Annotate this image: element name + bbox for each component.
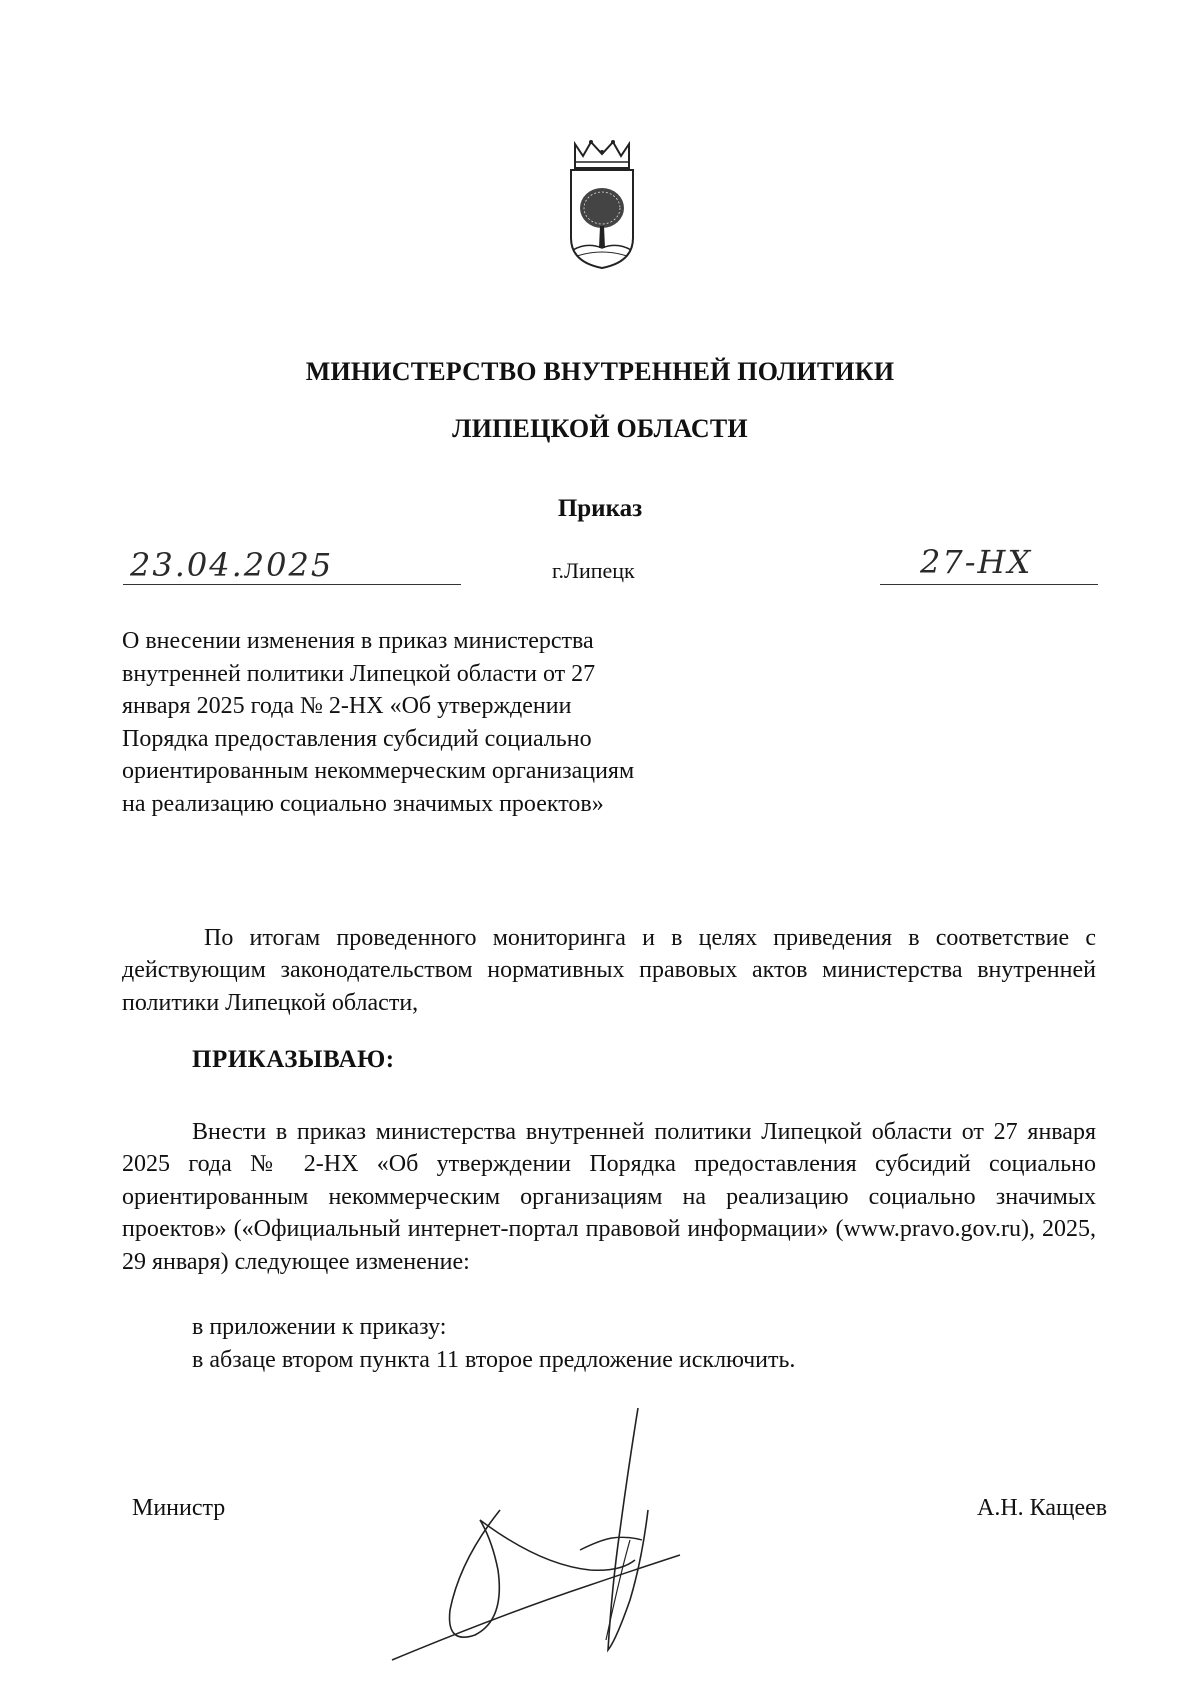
change-item-1: в приложении к приказу: xyxy=(192,1314,447,1340)
basis-paragraph: По итогам проведенного мониторинга и в целях приведения в соответствие с действующим законодательством нормативных правовых актов министерства внутренней политики Липецкой области, xyxy=(122,925,1096,1016)
change-item-2: в абзаце втором пункта 11 второе предложение исключить. xyxy=(192,1347,796,1373)
signer-position: Министр xyxy=(132,1495,226,1521)
ministry-title-line-1: МИНИСТЕРСТВО ВНУТРЕННЕЙ ПОЛИТИКИ xyxy=(305,357,895,386)
ministry-title-line-2: ЛИПЕЦКОЙ ОБЛАСТИ xyxy=(452,414,748,443)
number-underline xyxy=(880,584,1098,585)
city: г.Липецк xyxy=(552,558,635,583)
document-type: Приказ xyxy=(557,495,643,522)
order-word: ПРИКАЗЫВАЮ: xyxy=(192,1046,395,1073)
number-handwritten: 27-НХ xyxy=(920,543,1033,581)
document-subject: О внесении изменения в приказ министерства внутренней политики Липецкой области от 27 января 2025 года № 2-НХ «Об утверждении Порядка предоставления субсидий социально ориентированным некоммерческим организациям на реализацию социально значимых проектов» xyxy=(122,628,635,817)
handwritten-signature xyxy=(380,1400,720,1670)
change-paragraph: Внести в приказ министерства внутренней политики Липецкой области от 27 января 2025 года № 2-НХ «Об утверждении Порядка предоставления субсидий социально ориентированным некоммерческим организациям на реализацию социально значимых проектов» («Официальный интернет-портал правовой информации» (www.pravo.gov.ru), 2025, 29 января) следующее изменение: xyxy=(122,1119,1096,1275)
date-handwritten: 23.04.2025 xyxy=(130,546,334,584)
date-underline xyxy=(123,584,461,585)
lipetsk-coat-of-arms-icon xyxy=(567,138,637,270)
signer-name: А.Н. Кащеев xyxy=(977,1495,1108,1521)
